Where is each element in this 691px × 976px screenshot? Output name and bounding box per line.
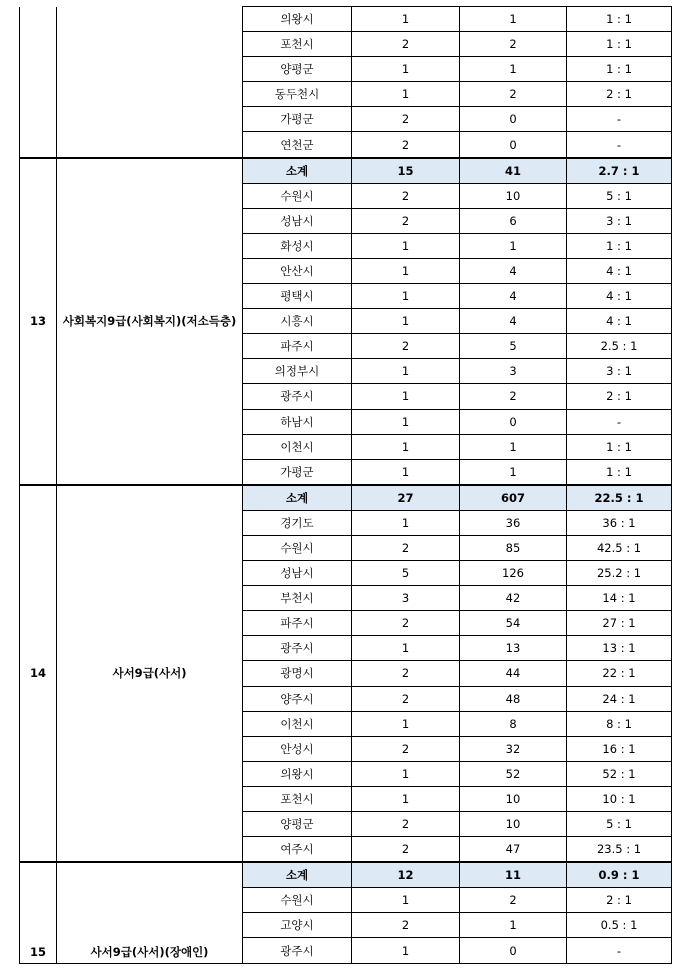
selected-count-cell: 1	[352, 384, 460, 409]
region-cell: 수원시	[243, 888, 352, 913]
selected-count-cell: 1	[352, 636, 460, 661]
competition-ratio-cell: 0.5 : 1	[567, 913, 672, 938]
selected-count-cell: 1	[352, 711, 460, 736]
region-cell: 의정부시	[243, 359, 352, 384]
subtotal-label: 소계	[243, 862, 352, 888]
competition-ratio-cell: 1 : 1	[567, 233, 672, 258]
competition-ratio-cell: 8 : 1	[567, 711, 672, 736]
competition-ratio-cell: 2 : 1	[567, 888, 672, 913]
selected-count-cell: 1	[352, 359, 460, 384]
selected-count-cell: 1	[352, 284, 460, 309]
region-cell: 가평군	[243, 459, 352, 485]
competition-ratio-cell: 2.5 : 1	[567, 334, 672, 359]
competition-ratio-cell: 1 : 1	[567, 32, 672, 57]
competition-ratio-cell: 1 : 1	[567, 434, 672, 459]
region-cell: 광명시	[243, 661, 352, 686]
applicant-count-cell: 44	[460, 661, 567, 686]
competition-ratio-cell: 22.5 : 1	[567, 485, 672, 511]
subtotal-row	[20, 862, 672, 888]
table-row	[20, 7, 672, 32]
region-cell: 포천시	[243, 32, 352, 57]
competition-ratio-cell: 27 : 1	[567, 611, 672, 636]
selected-count-cell: 2	[352, 837, 460, 863]
region-cell: 이천시	[243, 434, 352, 459]
applicant-count-cell: 2	[460, 82, 567, 107]
region-cell: 수원시	[243, 535, 352, 560]
selected-count-cell: 2	[352, 686, 460, 711]
applicant-count-cell: 2	[460, 32, 567, 57]
competition-ratio-cell: -	[567, 107, 672, 132]
selected-count-cell: 1	[352, 57, 460, 82]
selected-count-cell: 1	[352, 258, 460, 283]
competition-ratio-cell: 3 : 1	[567, 208, 672, 233]
selected-count-cell: 1	[352, 233, 460, 258]
applicant-count-cell: 54	[460, 611, 567, 636]
region-cell: 평택시	[243, 284, 352, 309]
applicant-count-cell: 1	[460, 233, 567, 258]
competition-ratio-cell: 10 : 1	[567, 786, 672, 811]
applicant-count-cell: 4	[460, 309, 567, 334]
competition-ratio-cell: 2.7 : 1	[567, 158, 672, 184]
applicant-count-cell: 1	[460, 7, 567, 32]
region-cell: 성남시	[243, 208, 352, 233]
selected-count-cell: 1	[352, 761, 460, 786]
region-cell: 경기도	[243, 510, 352, 535]
applicant-count-cell: 0	[460, 107, 567, 132]
region-cell: 안성시	[243, 736, 352, 761]
exam-number-cell: 13	[20, 158, 57, 485]
selected-count-cell: 3	[352, 586, 460, 611]
competition-ratio-cell: -	[567, 409, 672, 434]
applicant-count-cell: 1	[460, 57, 567, 82]
selected-count-cell: 12	[352, 862, 460, 888]
region-cell: 파주시	[243, 611, 352, 636]
competition-ratio-cell: -	[567, 132, 672, 158]
selected-count-cell: 27	[352, 485, 460, 511]
applicant-count-cell: 8	[460, 711, 567, 736]
selected-count-cell: 1	[352, 82, 460, 107]
exam-number-cell	[20, 7, 57, 158]
competition-ratio-table	[19, 6, 672, 964]
region-cell: 가평군	[243, 107, 352, 132]
region-cell: 여주시	[243, 837, 352, 863]
applicant-count-cell: 36	[460, 510, 567, 535]
applicant-count-cell: 2	[460, 888, 567, 913]
selected-count-cell: 1	[352, 938, 460, 963]
competition-ratio-cell: 23.5 : 1	[567, 837, 672, 863]
selected-count-cell: 2	[352, 183, 460, 208]
exam-number-cell: 15	[20, 862, 57, 963]
competition-ratio-cell: 22 : 1	[567, 661, 672, 686]
subtotal-label: 소계	[243, 158, 352, 184]
applicant-count-cell: 6	[460, 208, 567, 233]
applicant-count-cell: 42	[460, 586, 567, 611]
applicant-count-cell: 0	[460, 132, 567, 158]
selected-count-cell: 1	[352, 409, 460, 434]
applicant-count-cell: 52	[460, 761, 567, 786]
exam-category-cell	[57, 7, 243, 158]
applicant-count-cell: 0	[460, 938, 567, 963]
region-cell: 의왕시	[243, 761, 352, 786]
applicant-count-cell: 126	[460, 561, 567, 586]
applicant-count-cell: 85	[460, 535, 567, 560]
applicant-count-cell: 47	[460, 837, 567, 863]
region-cell: 의왕시	[243, 7, 352, 32]
selected-count-cell: 2	[352, 535, 460, 560]
region-cell: 양평군	[243, 57, 352, 82]
competition-ratio-cell: 2 : 1	[567, 384, 672, 409]
table-body	[20, 7, 672, 964]
region-cell: 동두천시	[243, 82, 352, 107]
region-cell: 연천군	[243, 132, 352, 158]
region-cell: 광주시	[243, 938, 352, 963]
competition-ratio-cell: 1 : 1	[567, 459, 672, 485]
selected-count-cell: 15	[352, 158, 460, 184]
selected-count-cell: 1	[352, 309, 460, 334]
selected-count-cell: 2	[352, 208, 460, 233]
region-cell: 부천시	[243, 586, 352, 611]
exam-category-cell: 사서9급(사서)	[57, 485, 243, 862]
selected-count-cell: 1	[352, 510, 460, 535]
applicant-count-cell: 48	[460, 686, 567, 711]
exam-number-cell: 14	[20, 485, 57, 862]
region-cell: 이천시	[243, 711, 352, 736]
subtotal-label: 소계	[243, 485, 352, 511]
region-cell: 광주시	[243, 636, 352, 661]
competition-ratio-cell: 4 : 1	[567, 309, 672, 334]
applicant-count-cell: 10	[460, 183, 567, 208]
selected-count-cell: 2	[352, 32, 460, 57]
competition-ratio-cell: -	[567, 938, 672, 963]
region-cell: 양평군	[243, 812, 352, 837]
selected-count-cell: 1	[352, 888, 460, 913]
subtotal-row	[20, 485, 672, 511]
exam-category-cell: 사서9급(사서)(장애인)	[57, 862, 243, 963]
applicant-count-cell: 3	[460, 359, 567, 384]
applicant-count-cell: 41	[460, 158, 567, 184]
competition-ratio-cell: 52 : 1	[567, 761, 672, 786]
applicant-count-cell: 4	[460, 258, 567, 283]
selected-count-cell: 1	[352, 459, 460, 485]
competition-ratio-cell: 1 : 1	[567, 7, 672, 32]
competition-ratio-cell: 36 : 1	[567, 510, 672, 535]
applicant-count-cell: 5	[460, 334, 567, 359]
competition-ratio-cell: 42.5 : 1	[567, 535, 672, 560]
selected-count-cell: 2	[352, 913, 460, 938]
selected-count-cell: 1	[352, 786, 460, 811]
selected-count-cell: 2	[352, 661, 460, 686]
region-cell: 시흥시	[243, 309, 352, 334]
selected-count-cell: 2	[352, 132, 460, 158]
applicant-count-cell: 1	[460, 913, 567, 938]
competition-ratio-cell: 24 : 1	[567, 686, 672, 711]
subtotal-row	[20, 158, 672, 184]
selected-count-cell: 1	[352, 434, 460, 459]
competition-ratio-cell: 13 : 1	[567, 636, 672, 661]
selected-count-cell: 2	[352, 611, 460, 636]
region-cell: 하남시	[243, 409, 352, 434]
region-cell: 수원시	[243, 183, 352, 208]
region-cell: 파주시	[243, 334, 352, 359]
competition-ratio-cell: 4 : 1	[567, 284, 672, 309]
applicant-count-cell: 10	[460, 786, 567, 811]
region-cell: 포천시	[243, 786, 352, 811]
competition-ratio-cell: 1 : 1	[567, 57, 672, 82]
applicant-count-cell: 1	[460, 434, 567, 459]
applicant-count-cell: 2	[460, 384, 567, 409]
applicant-count-cell: 4	[460, 284, 567, 309]
applicant-count-cell: 32	[460, 736, 567, 761]
region-cell: 고양시	[243, 913, 352, 938]
selected-count-cell: 1	[352, 7, 460, 32]
competition-ratio-cell: 25.2 : 1	[567, 561, 672, 586]
region-cell: 안산시	[243, 258, 352, 283]
selected-count-cell: 2	[352, 107, 460, 132]
applicant-count-cell: 10	[460, 812, 567, 837]
applicant-count-cell: 0	[460, 409, 567, 434]
selected-count-cell: 2	[352, 812, 460, 837]
applicant-count-cell: 11	[460, 862, 567, 888]
selected-count-cell: 2	[352, 334, 460, 359]
region-cell: 화성시	[243, 233, 352, 258]
competition-ratio-cell: 5 : 1	[567, 812, 672, 837]
competition-ratio-cell: 0.9 : 1	[567, 862, 672, 888]
selected-count-cell: 5	[352, 561, 460, 586]
region-cell: 성남시	[243, 561, 352, 586]
competition-ratio-cell: 3 : 1	[567, 359, 672, 384]
competition-ratio-cell: 2 : 1	[567, 82, 672, 107]
exam-category-cell: 사회복지9급(사회복지)(저소득층)	[57, 158, 243, 485]
competition-ratio-cell: 4 : 1	[567, 258, 672, 283]
competition-ratio-cell: 16 : 1	[567, 736, 672, 761]
applicant-count-cell: 607	[460, 485, 567, 511]
region-cell: 양주시	[243, 686, 352, 711]
competition-ratio-cell: 14 : 1	[567, 586, 672, 611]
applicant-count-cell: 13	[460, 636, 567, 661]
selected-count-cell: 2	[352, 736, 460, 761]
applicant-count-cell: 1	[460, 459, 567, 485]
region-cell: 광주시	[243, 384, 352, 409]
competition-ratio-cell: 5 : 1	[567, 183, 672, 208]
